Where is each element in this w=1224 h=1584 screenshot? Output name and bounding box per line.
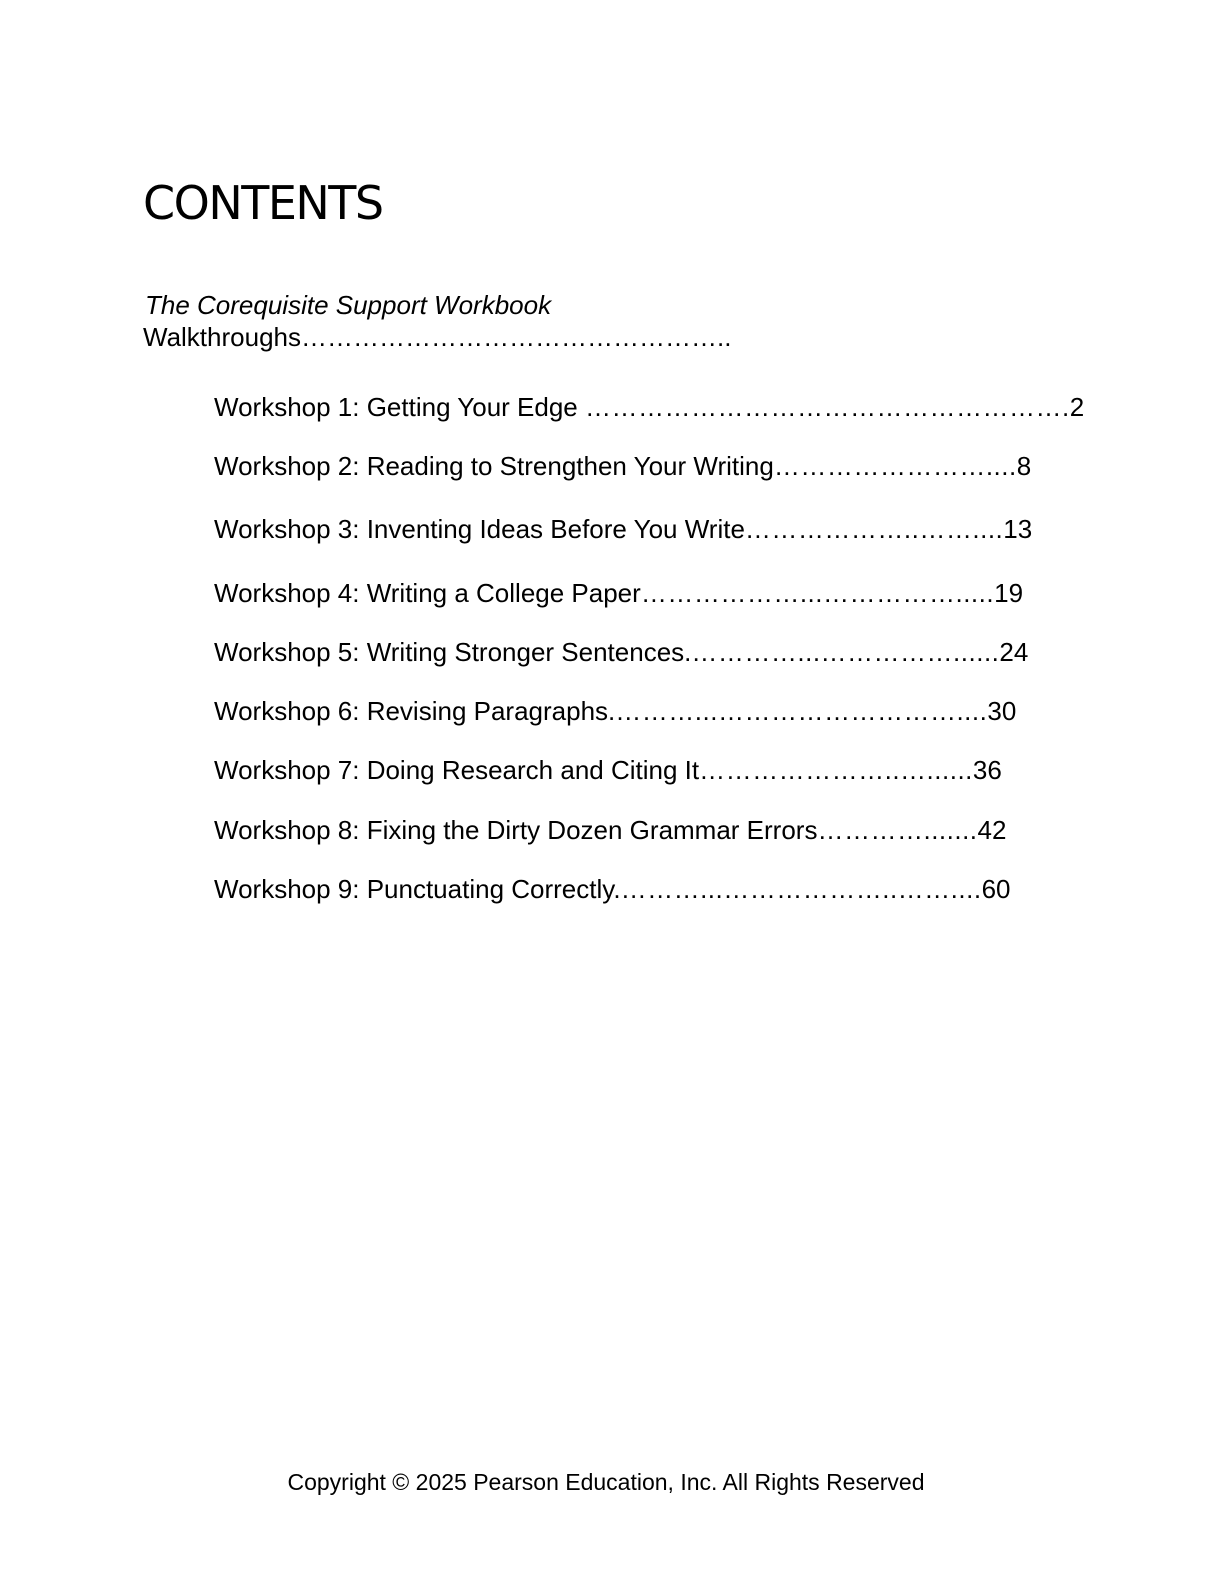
toc-entry-page: 24: [999, 637, 1029, 667]
toc-entry-page: 60: [981, 874, 1011, 904]
toc-entry-page: 36: [972, 755, 1002, 785]
toc-entry-title: Workshop 7: Doing Research and Citing It: [214, 755, 700, 785]
toc-entry-leader: …………………..…......: [699, 755, 973, 785]
toc-entry-leader: ………………..……....: [744, 514, 1004, 544]
toc-entry-leader: …………...……………......: [691, 637, 1000, 667]
book-title: The Corequisite Support Workbook: [145, 290, 552, 320]
toc-entry-page: 42: [977, 815, 1007, 845]
toc-entry-title: Workshop 6: Revising Paragraphs.: [214, 696, 616, 726]
toc-entry-workshop-5[interactable]: [214, 637, 1028, 667]
toc-entry-page: 19: [994, 578, 1024, 608]
toc-entry-workshop-7[interactable]: [214, 755, 1002, 785]
toc-entry-leader: ………...………………..……....: [620, 874, 982, 904]
toc-entry-title: Workshop 9: Punctuating Correctly.: [214, 874, 621, 904]
toc-entry-workshop-9[interactable]: [214, 874, 1011, 904]
toc-entry-page: 8: [1016, 451, 1032, 481]
toc-entry-leader: ………….......: [817, 815, 978, 845]
toc-entry-title: Workshop 8: Fixing the Dirty Dozen Grammar Errors: [214, 815, 818, 845]
toc-entry-page: 30: [987, 696, 1017, 726]
toc-entry-page: 2: [1069, 392, 1085, 422]
toc-entry-workshop-1[interactable]: [214, 392, 1084, 422]
toc-entry-leader: ………...………………………....: [615, 696, 988, 726]
toc-entry-workshop-3[interactable]: [214, 514, 1032, 544]
copyright-notice: Copyright © 2025 Pearson Education, Inc. All Rights Reserved: [287, 1469, 925, 1495]
toc-entry-workshop-4[interactable]: [214, 578, 1023, 608]
page-title: CONTENTS: [143, 176, 383, 230]
toc-entry-title: Workshop 1: Getting Your Edge: [214, 392, 585, 422]
toc-entry-title: Workshop 4: Writing a College Paper: [214, 578, 641, 608]
toc-entry-title: Workshop 2: Reading to Strengthen Your Writing: [214, 451, 774, 481]
toc-entry-workshop-8[interactable]: [214, 815, 1006, 845]
toc-entry-page: 13: [1003, 514, 1033, 544]
toc-entry-workshop-2[interactable]: [214, 451, 1031, 481]
toc-entry-leader: ……………………....: [773, 451, 1017, 481]
toc-entry-leader: ………………...…………….....: [640, 578, 995, 608]
toc-entry-title: Workshop 3: Inventing Ideas Before You Write: [214, 514, 745, 544]
walkthroughs-leader: …………………………………………..: [301, 322, 732, 352]
walkthroughs-line: [143, 322, 731, 353]
toc-entry-leader: ……………………………………………….: [584, 392, 1070, 422]
toc-entry-title: Workshop 5: Writing Stronger Sentences.: [214, 637, 692, 667]
toc-entry-workshop-6[interactable]: [214, 696, 1016, 726]
walkthroughs-label: Walkthroughs: [143, 322, 301, 352]
